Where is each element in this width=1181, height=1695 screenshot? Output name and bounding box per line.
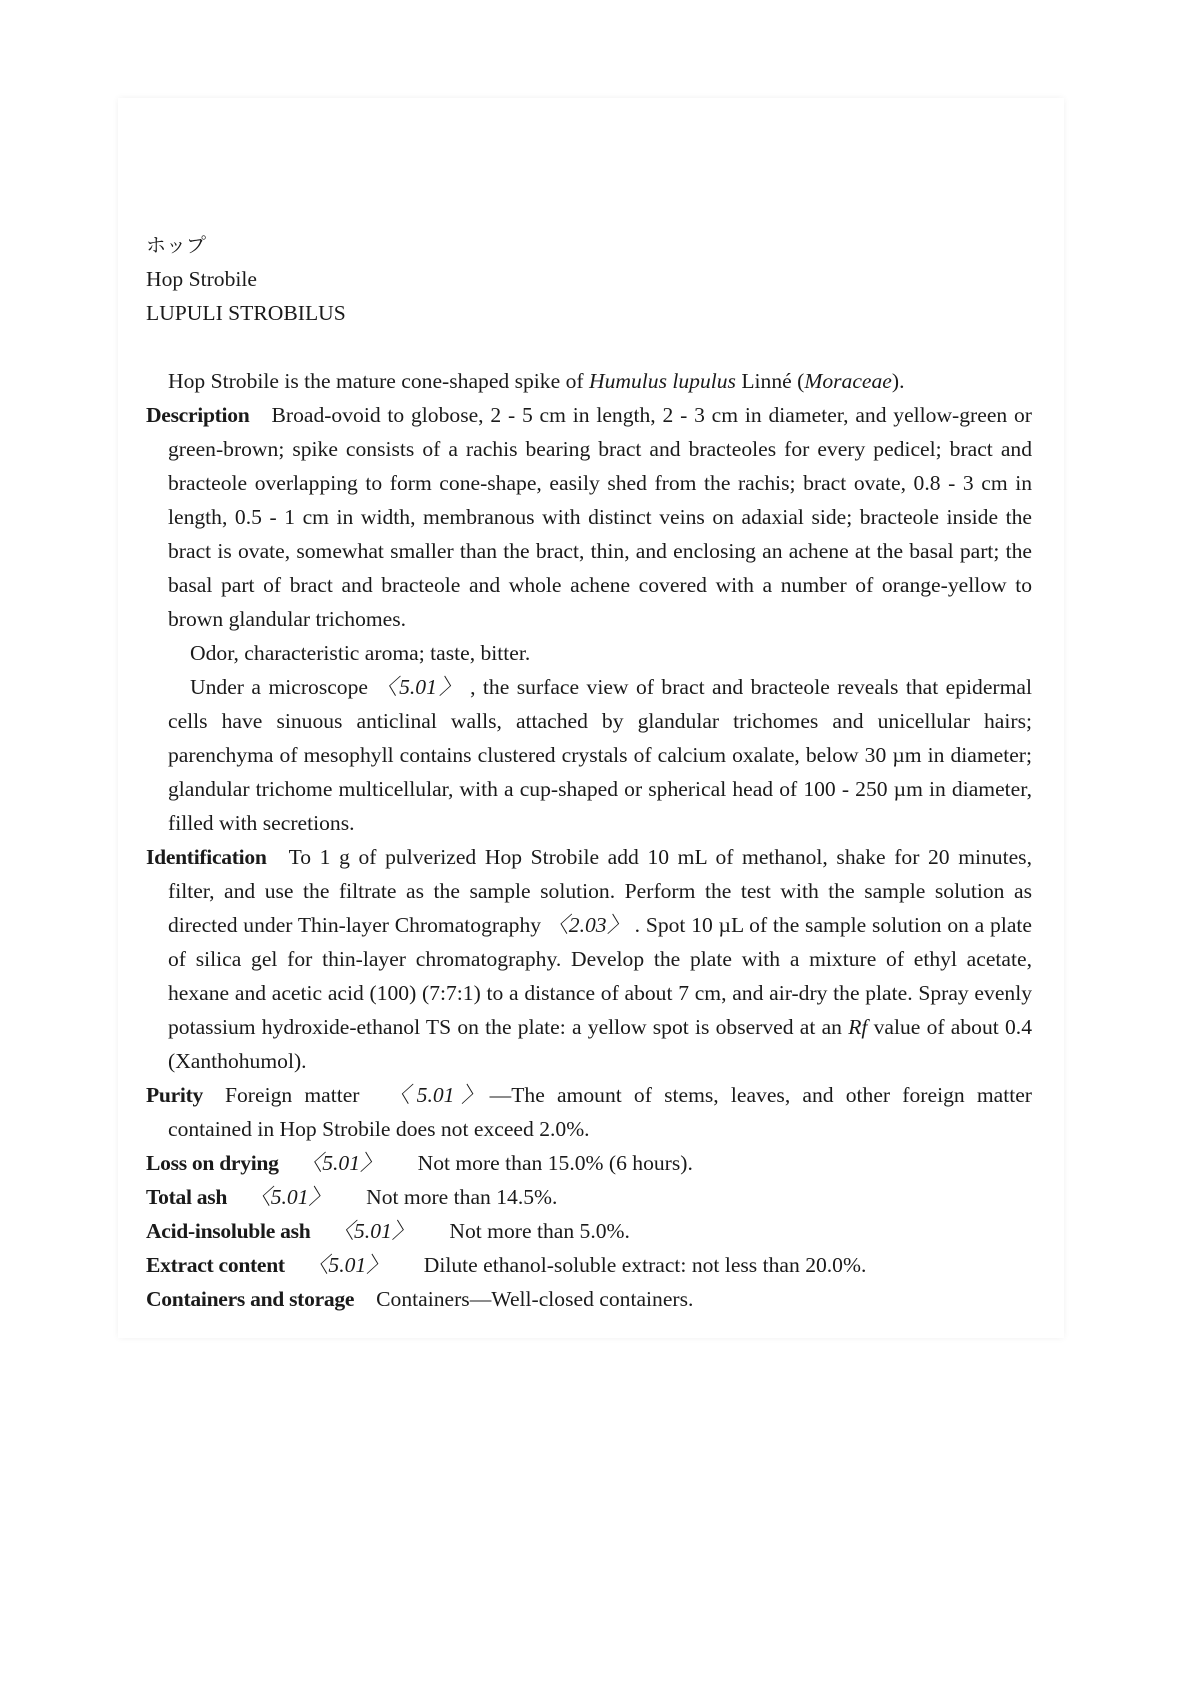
identification-text: To 1 g of pulverized Hop Strobile add 10 mL of methanol, shake for 20 minutes, filter, and use the filtrate as the sample solution. Perform the test with the sample solution as directed under Thin-layer Chromatography — [168, 845, 1032, 937]
containers-body: Containers—Well-closed containers. — [376, 1287, 694, 1311]
description-body: Broad-ovoid to globose, 2 - 5 cm in length, 2 - 3 cm in diameter, and yellow-green or green-brown; spike consists of a rachis bearing bract and bracteoles for every pedicel; bract and bracteole overlapping to form cone-shape, easily shed from the rachis; bract ovate, 0.8 - 3 cm in length, 0.5 - 1 cm in width, membranous with distinct veins on adaxial side; bracteole inside the bract is ovate, somewhat smaller than the bract, thin, and enclosing an achene at the basal part; the basal part of bract and bracteole and whole achene covered with a number of orange-yellow to brown glandular trichomes. — [168, 403, 1032, 631]
extract-content-heading: Extract content — [146, 1253, 285, 1277]
microscopy-text: Under a microscope — [190, 675, 376, 699]
identification-text: . Spot 10 µL of the sample solution on a plate of silica gel for thin-layer chromatography. Develop the plate with a mixture of ethyl acetate, hexane and acetic acid (100) (7:7:1) to a distance of about 7 cm, and air-dry the plate. Spray evenly potassium hydroxide-ethanol TS on the plate: a yellow spot is observed at an — [168, 913, 1032, 1039]
description-heading: Description — [146, 403, 250, 427]
definition-text: Linné ( — [735, 369, 805, 393]
test-reference: 〈5.01〉 — [332, 1219, 414, 1243]
containers-heading: Containers and storage — [146, 1287, 355, 1311]
microscopy-text: , the surface view of bract and bracteole reveals that epidermal cells have sinuous anticlinal walls, attached by glandular trichomes and unicellular hairs; parenchyma of mesophyll contains clustered crystals of calcium oxalate, below 30 µm in diameter; glandular trichome multicellular, with a cup-shaped or spherical head of 100 - 250 µm in diameter, filled with secretions. — [168, 675, 1032, 835]
extract-content-body: Dilute ethanol-soluble extract: not less than 20.0%. — [423, 1253, 867, 1277]
purity-body: —The amount of stems, leaves, and other foreign matter contained in Hop Strobile does not exceed 2.0%. — [168, 1083, 1032, 1141]
test-reference: 〈5.01〉 — [381, 1083, 490, 1107]
english-name: Hop Strobile — [146, 267, 257, 291]
definition-paragraph — [146, 364, 1032, 398]
purity-heading: Purity — [146, 1083, 203, 1107]
total-ash-section — [146, 1180, 1032, 1214]
acid-insoluble-ash-section — [146, 1214, 1032, 1248]
loss-on-drying-body: Not more than 15.0% (6 hours). — [417, 1151, 693, 1175]
family-name: Moraceae — [804, 369, 892, 393]
monograph-title-block — [146, 228, 1032, 330]
latin-name: LUPULI STROBILUS — [146, 301, 346, 325]
purity-section — [146, 1078, 1032, 1146]
odor-paragraph — [146, 636, 1032, 670]
description-section — [146, 398, 1032, 636]
containers-section — [146, 1282, 1032, 1316]
test-reference: 〈5.01〉 — [249, 1185, 331, 1209]
acid-insoluble-ash-body: Not more than 5.0%. — [449, 1219, 630, 1243]
purity-subheading: Foreign matter — [224, 1083, 360, 1107]
identification-heading: Identification — [146, 845, 267, 869]
total-ash-heading: Total ash — [146, 1185, 228, 1209]
test-reference: 〈5.01〉 — [375, 675, 463, 699]
rf-symbol: Rf — [848, 1015, 868, 1039]
japanese-name: ホップ — [146, 233, 206, 257]
acid-insoluble-ash-heading: Acid-insoluble ash — [146, 1219, 311, 1243]
test-reference: 〈5.01〉 — [300, 1151, 382, 1175]
definition-text: Hop Strobile is the mature cone-shaped spike of — [168, 369, 589, 393]
loss-on-drying-section — [146, 1146, 1032, 1180]
species-name: Humulus lupulus — [588, 369, 736, 393]
loss-on-drying-heading: Loss on drying — [146, 1151, 279, 1175]
spacer — [146, 330, 1032, 364]
extract-content-section — [146, 1248, 1032, 1282]
test-reference: 〈5.01〉 — [306, 1253, 388, 1277]
odor-text: Odor, characteristic aroma; taste, bitter. — [190, 641, 531, 665]
monograph — [146, 228, 1032, 1316]
identification-section — [146, 840, 1032, 1078]
definition-text: ). — [891, 369, 905, 393]
microscopy-paragraph — [146, 670, 1032, 840]
test-reference: 〈2.03〉 — [546, 913, 629, 937]
total-ash-body: Not more than 14.5%. — [366, 1185, 558, 1209]
identification-text: value of about 0.4 (Xanthohumol). — [168, 1015, 1032, 1073]
